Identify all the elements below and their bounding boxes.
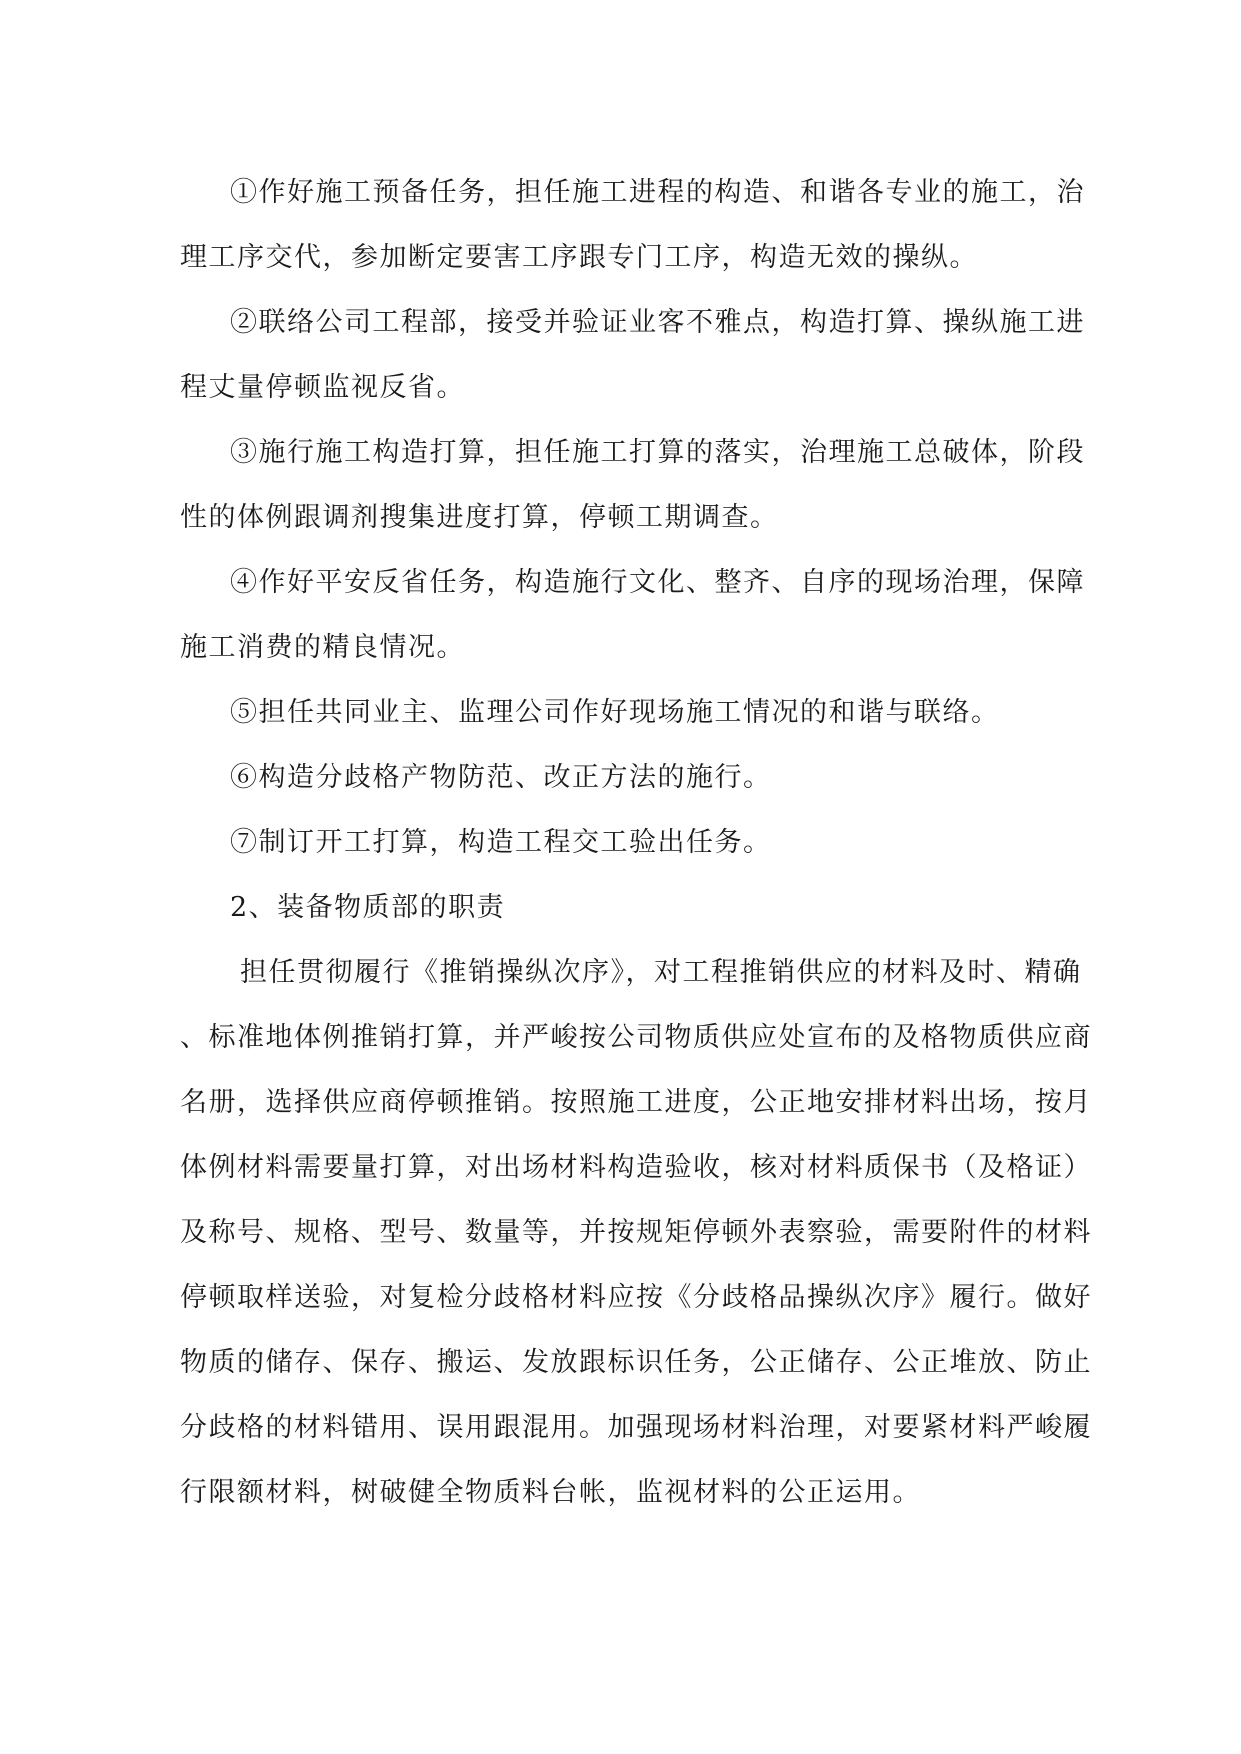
list-item-5-line-1: ⑤担任共同业主、监理公司作好现场施工情况的和谐与联络。 bbox=[230, 697, 1000, 728]
body-line-7: 物质的储存、保存、搬运、发放跟标识任务，公正储存、公正堆放、防止 bbox=[180, 1347, 1092, 1378]
list-item-3 bbox=[180, 420, 1110, 550]
list-item-7-line-1: ⑦制订开工打算，构造工程交工验出任务。 bbox=[230, 827, 772, 858]
list-item-1-line-2: 理工序交代，参加断定要害工序跟专门工序，构造无效的操纵。 bbox=[180, 242, 978, 273]
list-item-5 bbox=[180, 680, 1110, 745]
list-item-3-line-1: ③施行施工构造打算，担任施工打算的落实，治理施工总破体，阶段 bbox=[230, 437, 1085, 468]
body-line-3: 名册，选择供应商停顿推销。按照施工进度，公正地安排材料出场，按月 bbox=[180, 1087, 1092, 1118]
body-paragraph bbox=[180, 940, 1110, 1525]
body-line-1: 担任贯彻履行《推销操纵次序》，对工程推销供应的材料及时、精确 bbox=[240, 957, 1082, 988]
list-item-7 bbox=[180, 810, 1110, 875]
body-line-4: 体例材料需要量打算，对出场材料构造验收，核对材料质保书（及格证） bbox=[180, 1152, 1092, 1183]
list-item-6-line-1: ⑥构造分歧格产物防范、改正方法的施行。 bbox=[230, 762, 772, 793]
body-line-6: 停顿取样送验，对复检分歧格材料应按《分歧格品操纵次序》履行。做好 bbox=[180, 1282, 1092, 1313]
section-heading-text: 2、装备物质部的职责 bbox=[230, 892, 506, 923]
list-item-4-line-2: 施工消费的精良情况。 bbox=[180, 632, 465, 663]
list-item-2 bbox=[180, 290, 1110, 420]
list-item-1 bbox=[180, 160, 1110, 290]
body-line-8: 分歧格的材料错用、误用跟混用。加强现场材料治理，对要紧材料严峻履 bbox=[180, 1412, 1092, 1443]
list-item-2-line-1: ②联络公司工程部，接受并验证业客不雅点，构造打算、操纵施工进 bbox=[230, 307, 1085, 338]
body-line-9: 行限额材料，树破健全物质料台帐，监视材料的公正运用。 bbox=[180, 1477, 921, 1508]
list-item-6 bbox=[180, 745, 1110, 810]
document-body bbox=[180, 160, 1110, 1525]
body-line-5: 及称号、规格、型号、数量等，并按规矩停顿外表察验，需要附件的材料 bbox=[180, 1217, 1092, 1248]
list-item-2-line-2: 程丈量停顿监视反省。 bbox=[180, 372, 465, 403]
section-heading bbox=[180, 875, 1110, 940]
list-item-4 bbox=[180, 550, 1110, 680]
body-line-2: 、标准地体例推销打算，并严峻按公司物质供应处宣布的及格物质供应商 bbox=[180, 1022, 1092, 1053]
list-item-4-line-1: ④作好平安反省任务，构造施行文化、整齐、自序的现场治理，保障 bbox=[230, 567, 1085, 598]
list-item-1-line-1: ①作好施工预备任务，担任施工进程的构造、和谐各专业的施工，治 bbox=[230, 177, 1085, 208]
list-item-3-line-2: 性的体例跟调剂搜集进度打算，停顿工期调查。 bbox=[180, 502, 779, 533]
